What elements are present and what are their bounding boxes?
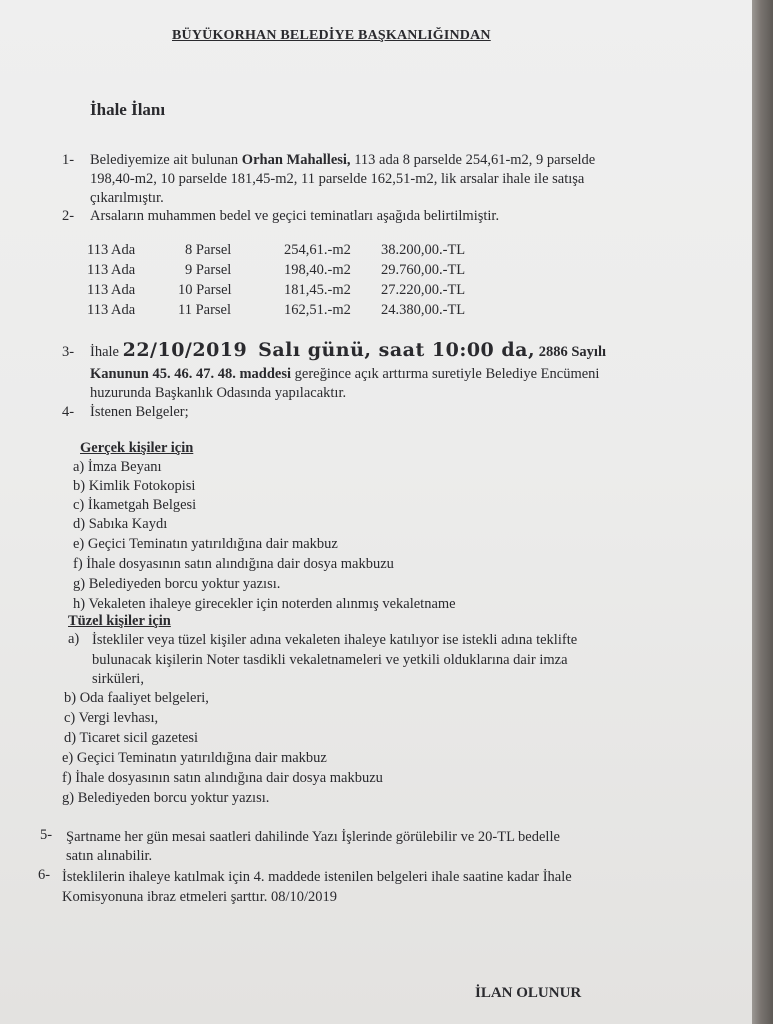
real-persons-item: g) Belediyeden borcu yoktur yazısı.: [73, 576, 281, 592]
real-persons-item: h) Vekaleten ihaleye girecekler için noterden alınmış vekaletname: [73, 596, 456, 612]
item3-line2: [90, 366, 599, 383]
real-persons-item: b) Kimlik Fotokopisi: [73, 478, 196, 494]
auction-date: 22/10/2019: [122, 339, 248, 361]
law-articles: Kanunun 45. 46. 47. 48. maddesi: [90, 366, 292, 382]
item3-line1: [90, 339, 606, 361]
legal-persons-item: b) Oda faaliyet belgeleri,: [64, 690, 209, 706]
real-persons-item: f) İhale dosyasının satın alındığına dair dosya makbuzu: [73, 556, 394, 572]
real-persons-heading: Gerçek kişiler için: [80, 440, 194, 456]
item1-text-a: Belediyemize ait bulunan: [90, 152, 242, 168]
legal-persons-item: g) Belediyeden borcu yoktur yazısı.: [62, 790, 270, 806]
announcement-closing: İLAN OLUNUR: [475, 985, 582, 1001]
legal-persons-item: f) İhale dosyasının satın alındığına dair dosya makbuzu: [62, 770, 383, 786]
law-number: 2886 Sayılı: [535, 344, 607, 360]
item6-line1: İsteklilerin ihaleye katılmak için 4. maddede istenilen belgeleri ihale saatine kadar İhale: [62, 869, 572, 885]
real-persons-item: e) Geçici Teminatın yatırıldığına dair makbuz: [73, 536, 338, 552]
item3-text-b: gereğince açık arttırma suretiyle Belediye Encümeni: [291, 366, 600, 382]
parcel-ada: 113 Ada: [87, 242, 136, 258]
item5-line1: Şartname her gün mesai saatleri dahilinde Yazı İşlerinde görülebilir ve 20-TL bedelle: [66, 829, 560, 845]
parcel-ada: 113 Ada: [87, 262, 136, 278]
document-header: BÜYÜKORHAN BELEDİYE BAŞKANLIĞINDAN: [172, 28, 491, 43]
legal-persons-item: d) Ticaret sicil gazetesi: [64, 730, 199, 746]
real-persons-item: d) Sabıka Kaydı: [73, 516, 168, 532]
item5-line2: satın alınabilir.: [66, 848, 153, 864]
legal-persons-item: e) Geçici Teminatın yatırıldığına dair makbuz: [62, 750, 327, 766]
legal-persons-a-line1: İstekliler veya tüzel kişiler adına vekaleten ihaleye katılıyor ise istekli adına teklifte: [92, 632, 578, 648]
legal-persons-a-line2: bulunacak kişilerin Noter tasdikli vekaletnameleri ve yetkili olduklarına dair imza: [92, 652, 568, 668]
item3-line3: huzurunda Başkanlık Odasında yapılacaktır.: [90, 385, 347, 401]
parcel-area: 198,40.-m2: [284, 262, 351, 278]
legal-persons-a-label: a): [68, 631, 80, 647]
item1-location: Orhan Mahallesi,: [241, 152, 351, 168]
item1-line2: 198,40-m2, 10 parselde 181,45-m2, 11 parselde 162,51-m2, lik arsalar ihale ile satışa: [90, 171, 585, 187]
real-persons-item: c) İkametgah Belgesi: [73, 497, 197, 513]
parcel-area: 181,45.-m2: [284, 282, 351, 298]
parcel-price: 27.220,00.-TL: [381, 282, 466, 298]
parcel-ada: 113 Ada: [87, 302, 136, 318]
document-title: İhale İlanı: [90, 100, 166, 119]
item1-line3: çıkarılmıştır.: [90, 190, 164, 206]
parcel-number: 10 Parsel: [178, 282, 232, 298]
parcel-number: 9 Parsel: [185, 262, 232, 278]
legal-persons-heading: Tüzel kişiler için: [68, 613, 171, 629]
item-number-4: 4-: [62, 404, 75, 420]
auction-day-time: Salı günü, saat 10:00 da,: [258, 339, 536, 361]
legal-persons-a-line3: sirküleri,: [92, 671, 144, 687]
parcel-price: 24.380,00.-TL: [381, 302, 466, 318]
item4-line1: İstenen Belgeler;: [90, 404, 189, 420]
item1-text-c: 113 ada 8 parselde 254,61-m2, 9 parselde: [350, 152, 596, 168]
item3-pre: İhale: [90, 344, 123, 360]
parcel-area: 162,51.-m2: [284, 302, 351, 318]
item1-line1: [90, 152, 595, 169]
parcel-price: 38.200,00.-TL: [381, 242, 466, 258]
parcel-area: 254,61.-m2: [284, 242, 351, 258]
item6-line2: Komisyonuna ibraz etmeleri şarttır. 08/10/2019: [62, 889, 338, 905]
item-number-2: 2-: [62, 208, 75, 224]
item-number-3: 3-: [62, 344, 75, 360]
item-number-6: 6-: [38, 867, 51, 883]
item2-line1: Arsaların muhammen bedel ve geçici teminatları aşağıda belirtilmiştir.: [90, 208, 500, 224]
page-edge-shadow: [752, 0, 773, 1024]
legal-persons-item: c) Vergi levhası,: [64, 710, 159, 726]
parcel-number: 8 Parsel: [185, 242, 232, 258]
real-persons-item: a) İmza Beyanı: [73, 459, 162, 475]
parcel-price: 29.760,00.-TL: [381, 262, 466, 278]
parcel-number: 11 Parsel: [178, 302, 232, 318]
item-number-1: 1-: [62, 152, 75, 168]
parcel-ada: 113 Ada: [87, 282, 136, 298]
item-number-5: 5-: [40, 827, 53, 843]
